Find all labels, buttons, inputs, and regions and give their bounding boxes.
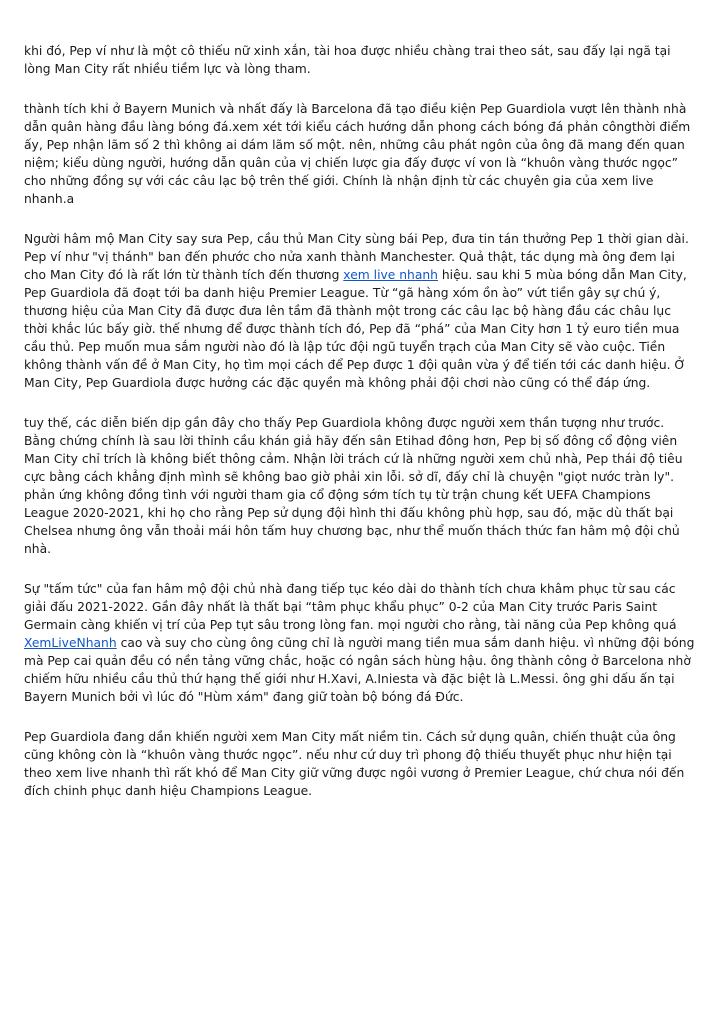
paragraph-6-text: Pep Guardiola đang dần khiến người xem Man City mất niềm tin. Cách sử dụng quân, chiến thuật của ông cũng không còn là “khuôn vàng thước ngọc”. nếu như cứ duy trì phong độ thiếu thuyết phục như hiện tại theo xem live nhanh thì rất khó để Man City giữ vững được ngôi vương ở Premier League, chứ chưa nói đến đích chinh phục danh hiệu Champions League.: [24, 730, 685, 798]
xemlivenhanh-link[interactable]: XemLiveNhanh: [24, 636, 117, 650]
paragraph-4-text: tuy thế, các diễn biến dịp gần đây cho thấy Pep Guardiola không được người xem thần tượng như trước. Bằng chứng chính là sau lời thỉnh cầu khán giả hãy đến sân Etihad đông hơn, Pep bị số đông cổ động viên Man City chỉ trích là không biết thông cảm. Nhận lời trách cứ là những người xem chủ nhà, Pep thái độ tiêu cực bằng cách khẳng định mình sẽ không bao giờ phải xin lỗi. sở dĩ, đấy chỉ là chuyện "giọt nước tràn ly". phản ứng không đồng tình với người tham gia cổ động sớm tích tụ từ trận chung kết UEFA Champions League 2020-2021, khi họ cho rằng Pep sử dụng đội hình thi đấu không phù hợp, sau đó, mặc dù thất bại Chelsea nhưng ông vẫn thoải mái hôn tấm huy chương bạc, như thể muốn thách thức fan hâm mộ đội chủ nhà.: [24, 416, 683, 556]
paragraph-3-text-before: Người hâm mộ Man City say sưa Pep, cầu thủ Man City sùng bái Pep, đưa tin tán thưởng Pep 1 thời gian dài. Pep ví như "vị thánh" ban đến phước cho nửa xanh thành Manchester. Quả thật, tác dụng mà ông đem lại cho Man City đó là rất lớn từ thành tích đến thương: [24, 232, 689, 282]
paragraph-3: [24, 230, 698, 392]
paragraph-5: [24, 580, 698, 706]
paragraph-5-text-before: Sự "tấm tức" của fan hâm mộ đội chủ nhà đang tiếp tục kéo dài do thành tích chưa khâm phục từ sau các giải đấu 2021-2022. Gần đây nhất là thất bại “tâm phục khẩu phục” 0-2 của Man City trước Paris Saint Germain càng khiến vị trí của Pep tụt sâu trong lòng fan. mọi người cho rằng, tài năng của Pep không quá: [24, 582, 677, 632]
paragraph-2-text: thành tích khi ở Bayern Munich và nhất đấy là Barcelona đã tạo điều kiện Pep Guardiola vượt lên thành nhà dẫn quân hàng đầu làng bóng đá.xem xét tới kiểu cách hướng dẫn phong cách bóng đá phản côngthời điểm ấy, Pep nhận lãm số 2 thì không ai dám lãm số một. nên, những câu phát ngôn của ông đã mang đến quan niệm; kiểu dùng người, hướng dẫn quân của vị chiến lược gia đấy được ví von là “khuôn vàng thước ngọc” cho những đồng sự với các câu lạc bộ trên thế giới. Chính là nhận định từ các chuyên gia của xem live nhanh.a: [24, 102, 691, 206]
paragraph-4: [24, 414, 698, 558]
paragraph-6: [24, 728, 698, 800]
paragraph-1-text: khi đó, Pep ví như là một cô thiếu nữ xinh xắn, tài hoa được nhiều chàng trai theo sát, sau đấy lại ngã tại lòng Man City rất nhiều tiềm lực và lòng tham.: [24, 44, 671, 76]
paragraph-5-text-after: cao và suy cho cùng ông cũng chỉ là người mang tiền mua sắm danh hiệu. vì những đội bóng mà Pep cai quản đều có nền tảng vững chắc, hoặc có ngân sách hùng hậu. ông thành công ở Barcelona nhờ chiếm hữu nhiều cầu thủ thứ hạng thế giới như H.Xavi, A.Iniesta và đặc biệt là L.Messi. ông ghi dấu ấn tại Bayern Munich bởi vì lúc đó "Hùm xám" đang giữ toàn bộ bóng đá Đức.: [24, 636, 695, 704]
paragraph-3-text-after: hiệu. sau khi 5 mùa bóng dẫn Man City, Pep Guardiola đã đoạt tới ba danh hiệu Premier League. Từ “gã hàng xóm ồn ào” vứt tiền gây sự chú ý, thương hiệu của Man City đã được đưa lên tầm đã thành một trong các câu lạc bộ hàng đầu các châu lục thời khắc lúc bấy giờ. thế nhưng để được thành tích đó, Pep đã “phá” của Man City hơn 1 tỷ euro tiền mua cầu thủ. Pep muốn mua sắm người nào đó là lập tức đội ngũ tuyển trạch của Man City sẽ vào cuộc. Tiền không thành vấn đề ở Man City, họ tìm mọi cách để Pep được 1 đội quân vừa ý để tiến tới các danh hiệu. Ở Man City, Pep Guardiola được hưởng các đặc quyền mà không phải đội chơi nào cũng có thể đáp ứng.: [24, 268, 687, 390]
xem-live-nhanh-link[interactable]: xem live nhanh: [343, 268, 438, 282]
paragraph-2: [24, 100, 698, 208]
paragraph-1: [24, 42, 698, 78]
